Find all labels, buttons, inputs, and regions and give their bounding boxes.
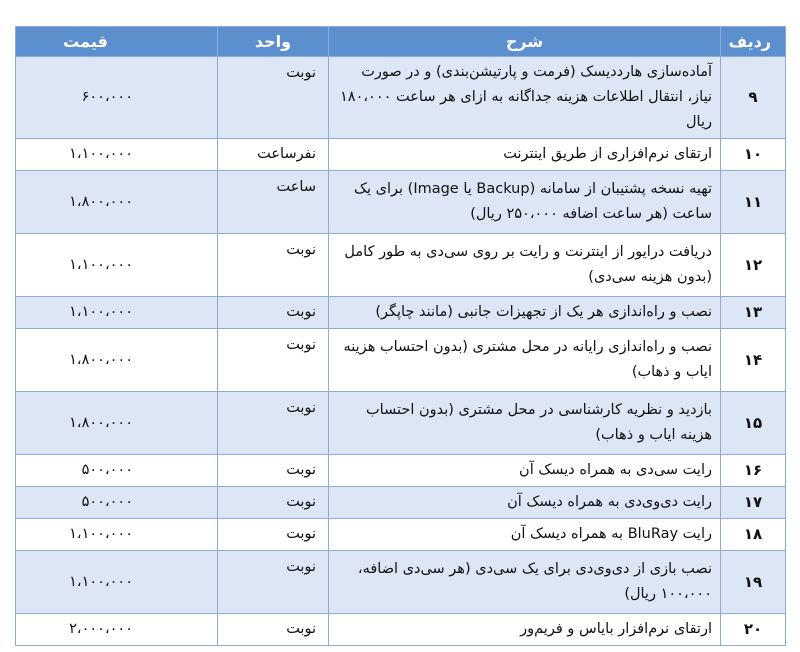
row-unit: نوبت [218,614,329,646]
row-description: تهیه نسخه پشتیبان از سامانه (Backup یا Image) برای یک ساعت (هر ساعت اضافه ۲۵۰،۰۰۰ ریال) [329,171,721,234]
header-row [16,27,786,57]
price-table [15,26,786,646]
table-row [16,297,786,329]
row-unit: نوبت [218,487,329,519]
table-row [16,171,786,234]
table-row [16,455,786,487]
row-description: نصب و راه‌اندازی رایانه در محل مشتری (بدون احتساب هزینه ایاب و ذهاب) [329,329,721,392]
header-gheymat: قیمت [16,27,218,57]
row-number: ۱۹ [721,551,786,614]
row-number: ۱۰ [721,139,786,171]
row-price: ۱،۱۰۰،۰۰۰ [16,139,218,171]
table-row [16,329,786,392]
row-price: ۲،۰۰۰،۰۰۰ [16,614,218,646]
header-radif: ردیف [721,27,786,57]
table-row [16,392,786,455]
row-unit: نوبت [218,234,329,297]
row-number: ۱۶ [721,455,786,487]
row-number: ۱۷ [721,487,786,519]
row-description: بازدید و نظریه کارشناسی در محل مشتری (بدون احتساب هزینه ایاب و ذهاب) [329,392,721,455]
header-vahed: واحد [218,27,329,57]
table-row [16,57,786,139]
row-number: ۱۴ [721,329,786,392]
table-row [16,519,786,551]
row-number: ۱۱ [721,171,786,234]
row-description: دریافت درایور از اینترنت و رایت بر روی سی‌دی به طور کامل (بدون هزینه سی‌دی) [329,234,721,297]
table-row [16,139,786,171]
table-row [16,551,786,614]
row-unit: ساعت [218,171,329,234]
row-description: نصب بازی از دی‌وی‌دی برای یک سی‌دی (هر سی‌دی اضافه، ۱۰۰،۰۰۰ ریال) [329,551,721,614]
table-header [16,27,786,57]
row-number: ۱۲ [721,234,786,297]
header-sharh: شرح [329,27,721,57]
table-body [16,57,786,646]
row-price: ۵۰۰،۰۰۰ [16,455,218,487]
table-row [16,234,786,297]
row-price: ۱،۱۰۰،۰۰۰ [16,297,218,329]
row-unit: نوبت [218,57,329,139]
price-table-container [15,26,785,646]
row-number: ۲۰ [721,614,786,646]
table-row [16,614,786,646]
row-number: ۱۵ [721,392,786,455]
table-row [16,487,786,519]
row-price: ۱،۸۰۰،۰۰۰ [16,171,218,234]
row-price: ۱،۱۰۰،۰۰۰ [16,519,218,551]
row-unit: نوبت [218,392,329,455]
row-description: رایت سی‌دی به همراه دیسک آن [329,455,721,487]
row-number: ۹ [721,57,786,139]
row-description: رایت دی‌وی‌دی به همراه دیسک آن [329,487,721,519]
row-unit: نوبت [218,551,329,614]
row-description: رایت BluRay به همراه دیسک آن [329,519,721,551]
row-number: ۱۳ [721,297,786,329]
row-price: ۱،۸۰۰،۰۰۰ [16,392,218,455]
row-unit: نوبت [218,455,329,487]
row-unit: نوبت [218,519,329,551]
row-price: ۱،۸۰۰،۰۰۰ [16,329,218,392]
row-price: ۵۰۰،۰۰۰ [16,487,218,519]
row-description: ارتقای نرم‌افزاری از طریق اینترنت [329,139,721,171]
row-description: ارتقای نرم‌افزار بایاس و فریم‌ور [329,614,721,646]
row-description: نصب و راه‌اندازی هر یک از تجهیزات جانبی (مانند چاپگر) [329,297,721,329]
row-price: ۱،۱۰۰،۰۰۰ [16,551,218,614]
row-price: ۱،۱۰۰،۰۰۰ [16,234,218,297]
row-unit: نوبت [218,329,329,392]
row-number: ۱۸ [721,519,786,551]
row-price: ۶۰۰،۰۰۰ [16,57,218,139]
row-description: آماده‌سازی هارددیسک (فرمت و پارتیشن‌بندی) و در صورت نیاز، انتقال اطلاعات هزینه جداگانه به ازای هر ساعت ۱۸۰،۰۰۰ ریال [329,57,721,139]
row-unit: نفرساعت [218,139,329,171]
row-unit: نوبت [218,297,329,329]
